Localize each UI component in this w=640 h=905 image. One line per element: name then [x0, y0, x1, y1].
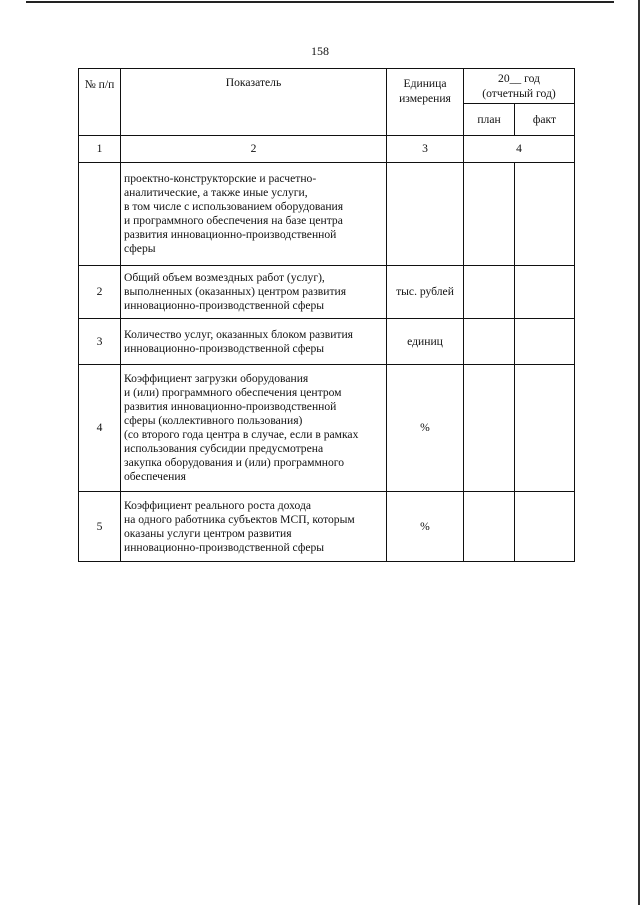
- row-plan-cell: [464, 319, 515, 365]
- header-plan: план: [464, 104, 515, 136]
- table-row: [79, 492, 575, 562]
- indicator-line: на одного работника субъектов МСП, которым: [124, 512, 355, 526]
- indicator-line: развития инновационно-производственной: [124, 400, 337, 413]
- page-number: 158: [311, 44, 329, 58]
- row-plan-cell: [464, 365, 515, 492]
- header-unit-line1: Единица: [403, 77, 447, 90]
- indicator-line: и (или) программного обеспечения центром: [124, 386, 342, 399]
- header-year-line1: 20__ год: [498, 72, 540, 85]
- indicator-line: оказаны услуги центром развития: [124, 526, 292, 540]
- column-number-1: 1: [79, 136, 121, 163]
- indicator-line: (со второго года центра в случае, если в рамках: [124, 428, 359, 441]
- header-row: [79, 69, 575, 104]
- row-number: 4: [79, 365, 121, 492]
- row-indicator: [121, 163, 387, 266]
- indicator-line: инновационно-производственной сферы: [124, 299, 325, 312]
- table-row: [79, 163, 575, 266]
- header-unit-line2: измерения: [399, 92, 451, 105]
- indicator-line: закупка оборудования и (или) программного: [124, 456, 345, 469]
- column-number-4: 4: [464, 136, 575, 163]
- column-number-row: [79, 136, 575, 163]
- header-year-line2: (отчетный год): [482, 87, 556, 100]
- row-unit: %: [387, 492, 464, 562]
- indicator-line: выполненных (оказанных) центром развития: [124, 285, 347, 298]
- table-row: [79, 266, 575, 319]
- table-row: [79, 319, 575, 365]
- indicator-line: инновационно-производственной сферы: [124, 341, 325, 355]
- row-fact-cell: [515, 266, 575, 319]
- row-fact-cell: [515, 319, 575, 365]
- indicators-table: [78, 68, 575, 562]
- indicator-line: и программного обеспечения на базе центра: [124, 214, 343, 227]
- row-number: [79, 163, 121, 266]
- row-indicator: [121, 319, 387, 365]
- indicator-line: Общий объем возмездных работ (услуг),: [124, 271, 325, 284]
- indicator-line: Количество услуг, оказанных блоком развития: [124, 327, 353, 341]
- row-unit: единиц: [387, 319, 464, 365]
- header-unit: [387, 69, 464, 136]
- header-year: [464, 69, 575, 104]
- header-indicator: Показатель: [121, 69, 387, 136]
- indicator-line: обеспечения: [124, 470, 186, 483]
- indicator-line: сферы: [124, 242, 156, 255]
- row-unit: [387, 163, 464, 266]
- top-border-line: [26, 1, 614, 3]
- row-indicator: [121, 266, 387, 319]
- row-number: 3: [79, 319, 121, 365]
- header-num: № п/п: [79, 69, 121, 136]
- row-plan-cell: [464, 492, 515, 562]
- row-fact-cell: [515, 492, 575, 562]
- indicator-line: аналитические, а также иные услуги,: [124, 186, 308, 199]
- row-unit: тыс. рублей: [387, 266, 464, 319]
- table-row: [79, 365, 575, 492]
- row-indicator: [121, 365, 387, 492]
- row-plan-cell: [464, 266, 515, 319]
- row-fact-cell: [515, 365, 575, 492]
- indicator-line: Коэффициент загрузки оборудования: [124, 372, 309, 385]
- row-plan-cell: [464, 163, 515, 266]
- column-number-3: 3: [387, 136, 464, 163]
- indicator-line: использования субсидии предусмотрена: [124, 442, 324, 455]
- indicator-line: в том числе с использованием оборудования: [124, 200, 344, 213]
- row-number: 5: [79, 492, 121, 562]
- indicator-line: проектно-конструкторские и расчетно-: [124, 172, 317, 185]
- indicator-line: развития инновационно-производственной: [124, 228, 337, 241]
- row-fact-cell: [515, 163, 575, 266]
- column-number-2: 2: [121, 136, 387, 163]
- row-indicator: [121, 492, 387, 562]
- row-number: 2: [79, 266, 121, 319]
- indicator-line: Коэффициент реального роста дохода: [124, 498, 312, 512]
- header-fact: факт: [515, 104, 575, 136]
- row-unit: %: [387, 365, 464, 492]
- indicator-line: сферы (коллективного пользования): [124, 414, 303, 427]
- indicator-line: инновационно-производственной сферы: [124, 540, 325, 554]
